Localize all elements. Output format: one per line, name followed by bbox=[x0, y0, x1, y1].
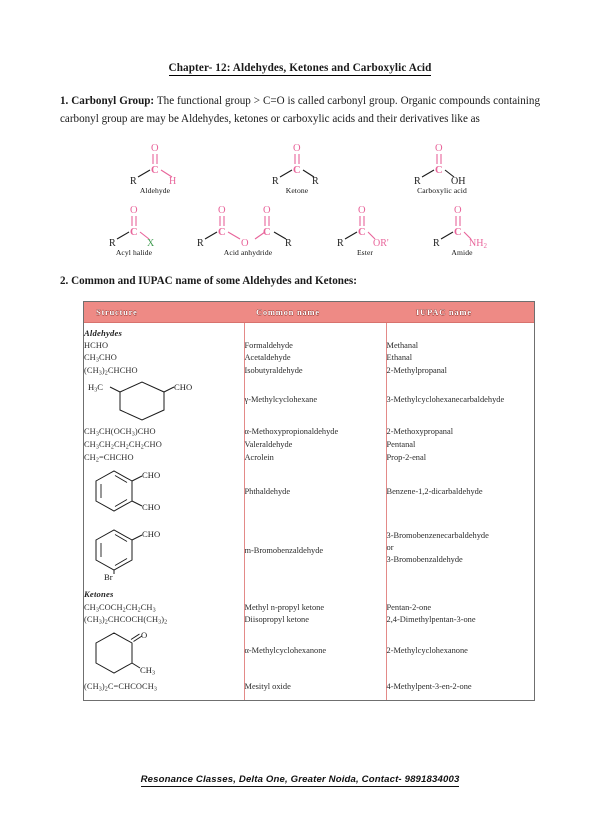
names-table-wrapper bbox=[83, 301, 535, 701]
methylcyclohexanecarbaldehyde-diagram bbox=[84, 380, 202, 422]
iupac-name: 2-Methylcyclohexanone bbox=[386, 646, 468, 656]
iupac-name: Pentanal bbox=[386, 439, 416, 449]
structure-cell bbox=[84, 365, 244, 378]
table-row bbox=[84, 465, 534, 523]
structure-cell bbox=[84, 627, 244, 681]
common-name: γ-Methylcyclohexane bbox=[244, 394, 318, 404]
anhydride-carbon-right-label: C bbox=[263, 226, 271, 238]
common-name: Valeraldehyde bbox=[244, 439, 293, 449]
structure-cell bbox=[84, 452, 244, 465]
structure-cell bbox=[84, 614, 244, 627]
aldehyde-r-label: R bbox=[130, 175, 137, 186]
column-header-structure: Structure bbox=[84, 302, 244, 323]
iupac-name: 2-Methoxypropanal bbox=[386, 426, 454, 436]
section-2-number: 2. bbox=[60, 274, 69, 287]
amide-r-label: R bbox=[433, 237, 440, 248]
iupac-name: Pentan-2-one bbox=[386, 602, 432, 612]
amide-oxygen-label: O bbox=[454, 204, 462, 216]
structure-label-methyl: H3C bbox=[88, 381, 103, 394]
structure-formula: $CH_3COCH_2CH_2CH_3$ bbox=[84, 602, 156, 613]
common-name: Diisopropyl ketone bbox=[244, 615, 309, 625]
common-name-cell bbox=[244, 352, 386, 365]
ketone-carbon-label: C bbox=[293, 164, 301, 176]
iupac-name: 3-Methylcyclohexanecarbaldehyde bbox=[386, 394, 505, 404]
iupac-name-cell bbox=[386, 452, 534, 465]
common-name-cell bbox=[244, 340, 386, 352]
iupac-name: Methanal bbox=[386, 341, 419, 351]
table-row bbox=[84, 522, 534, 584]
acyl-halide-x-label: X bbox=[147, 237, 155, 248]
ester-diagram bbox=[331, 202, 399, 248]
iupac-name: Ethanal bbox=[386, 353, 413, 363]
amide-carbon-label: C bbox=[454, 226, 462, 238]
anhydride-oxygen-right-label: O bbox=[263, 204, 271, 216]
carboxylic-acid-caption: Carboxylic acid bbox=[417, 185, 467, 195]
acyl-halide-oxygen-label: O bbox=[130, 204, 138, 216]
common-name: Mesityl oxide bbox=[244, 682, 291, 692]
iupac-name: 2-Methylpropanal bbox=[386, 365, 447, 375]
iupac-name-line-1: 3-Bromobenzenecarbaldehyde bbox=[386, 531, 489, 541]
carboxylic-r-label: R bbox=[414, 175, 421, 186]
page-title bbox=[60, 62, 540, 74]
ketone-oxygen-label: O bbox=[293, 142, 301, 154]
iupac-name-line-2: or bbox=[386, 543, 394, 553]
structure-formula: $(CH_3)_2CHCOCH(CH_3)_2$ bbox=[84, 615, 168, 626]
table-row bbox=[84, 584, 534, 601]
structure-cell bbox=[84, 378, 244, 426]
iupac-name-cell bbox=[386, 522, 534, 584]
structure-aldehyde bbox=[124, 140, 186, 195]
iupac-name-line-3: 3-Bromobenzaldehyde bbox=[386, 555, 463, 565]
structure-label-methyl: CH3 bbox=[140, 665, 155, 677]
structure-cell bbox=[84, 522, 244, 584]
ketone-left-r-label: R bbox=[272, 175, 279, 186]
common-name-cell bbox=[244, 452, 386, 465]
structure-formula: $(CH_3)_2CHCHO$ bbox=[84, 365, 138, 377]
common-name-cell bbox=[244, 681, 386, 700]
column-header-common-name: Common name bbox=[244, 302, 386, 323]
column-header-iupac-name: IUPAC name bbox=[386, 302, 534, 323]
common-name: Methyl n-propyl ketone bbox=[244, 602, 325, 612]
common-name: m-Bromobenzaldehyde bbox=[244, 546, 324, 556]
structure-cell bbox=[84, 439, 244, 452]
iupac-name-cell bbox=[386, 378, 534, 426]
carboxylic-oh-label: OH bbox=[451, 175, 466, 186]
aldehyde-oxygen-label: O bbox=[151, 142, 159, 154]
table-body bbox=[84, 322, 534, 700]
iupac-name-cell bbox=[386, 426, 534, 439]
common-name-cell bbox=[244, 378, 386, 426]
group-label-cell-ketones bbox=[84, 584, 244, 601]
structure-formula: $CH_3CH(OCH_3)CHO$ bbox=[84, 426, 156, 438]
common-name: Acrolein bbox=[244, 452, 274, 462]
section-1-paragraph bbox=[60, 93, 540, 129]
structure-acyl-halide bbox=[103, 202, 165, 257]
empty-cell bbox=[244, 584, 386, 601]
page-title-text: Chapter- 12: Aldehydes, Ketones and Carboxylic Acid bbox=[168, 62, 432, 74]
empty-cell bbox=[244, 322, 386, 340]
iupac-name-cell bbox=[386, 602, 534, 615]
structure-cell bbox=[84, 681, 244, 700]
aldehyde-caption: Aldehyde bbox=[139, 185, 171, 195]
table-header bbox=[84, 302, 534, 323]
carbonyl-structure-figures bbox=[60, 140, 540, 257]
structure-formula: $CH_3CHO$ bbox=[84, 353, 117, 364]
table-row bbox=[84, 426, 534, 439]
common-name-cell bbox=[244, 426, 386, 439]
common-name: Isobutyraldehyde bbox=[244, 365, 303, 375]
structure-label-cho: CHO bbox=[142, 529, 161, 540]
structure-ketone bbox=[266, 140, 328, 195]
structure-formula: $CH_2=CHCHO$ bbox=[84, 452, 134, 463]
common-name-cell bbox=[244, 614, 386, 627]
carboxylic-carbon-label: C bbox=[435, 164, 443, 176]
structure-label-br: Br bbox=[104, 572, 113, 581]
anhydride-right-r-label: R bbox=[285, 237, 292, 248]
ketone-right-r-label: R bbox=[312, 175, 319, 186]
table-row bbox=[84, 614, 534, 627]
phthaldehyde-diagram bbox=[84, 467, 194, 519]
group-label-cell-aldehydes bbox=[84, 322, 244, 340]
anhydride-carbon-left-label: C bbox=[218, 226, 226, 238]
structure-cell bbox=[84, 352, 244, 365]
methylcyclohexanone-diagram bbox=[84, 629, 194, 677]
group-label-aldehydes: Aldehydes bbox=[84, 327, 123, 338]
common-name-cell bbox=[244, 627, 386, 681]
ketone-diagram bbox=[266, 140, 328, 186]
structure-row-1 bbox=[60, 140, 540, 195]
group-label-ketones: Ketones bbox=[84, 589, 114, 600]
ester-oxygen-label: O bbox=[358, 204, 366, 216]
ester-r-label: R bbox=[337, 237, 344, 248]
common-name-cell bbox=[244, 365, 386, 378]
empty-cell bbox=[386, 584, 534, 601]
aldehyde-h-label: H bbox=[169, 175, 177, 186]
common-name: Phthaldehyde bbox=[244, 486, 291, 496]
iupac-name: Benzene-1,2-dicarbaldehyde bbox=[386, 486, 483, 496]
iupac-name: Prop-2-enal bbox=[386, 452, 427, 462]
aldehyde-carbon-label: C bbox=[151, 164, 159, 176]
aldehyde-diagram bbox=[124, 140, 186, 186]
common-name: α-Methylcyclohexanone bbox=[244, 646, 327, 656]
acid-anhydride-diagram bbox=[193, 202, 303, 248]
empty-cell bbox=[386, 322, 534, 340]
structure-formula: $(CH_3)_2C=CHCOCH_3$ bbox=[84, 682, 158, 693]
section-1-number: 1. bbox=[60, 95, 69, 107]
structure-label-cho-bottom: CHO bbox=[142, 501, 161, 512]
structure-formula: HCHO bbox=[84, 341, 109, 351]
table-row bbox=[84, 340, 534, 352]
table-header-row bbox=[84, 302, 534, 323]
iupac-name-cell bbox=[386, 614, 534, 627]
structure-cell bbox=[84, 602, 244, 615]
structure-cell bbox=[84, 465, 244, 523]
common-name-cell bbox=[244, 522, 386, 584]
amide-diagram bbox=[427, 202, 497, 248]
iupac-name-cell bbox=[386, 681, 534, 700]
table-row bbox=[84, 627, 534, 681]
common-name-cell bbox=[244, 439, 386, 452]
acyl-halide-caption: Acyl halide bbox=[115, 247, 153, 257]
common-name-cell bbox=[244, 465, 386, 523]
common-name: α-Methoxypropionaldehyde bbox=[244, 426, 339, 436]
structure-acid-anhydride bbox=[193, 202, 303, 257]
table-row bbox=[84, 365, 534, 378]
table-row bbox=[84, 452, 534, 465]
acyl-halide-diagram bbox=[103, 202, 165, 248]
iupac-name-cell bbox=[386, 340, 534, 352]
document-page bbox=[0, 62, 600, 838]
ester-or-label: OR' bbox=[373, 237, 389, 248]
table-row bbox=[84, 378, 534, 426]
anhydride-left-r-label: R bbox=[197, 237, 204, 248]
ester-caption: Ester bbox=[356, 247, 374, 257]
acyl-halide-carbon-label: C bbox=[130, 226, 138, 238]
structure-label-oxygen: O bbox=[141, 630, 148, 641]
structure-label-cho-top: CHO bbox=[142, 469, 161, 480]
iupac-name: 2,4-Dimethylpentan-3-one bbox=[386, 615, 476, 625]
amide-caption: Amide bbox=[451, 247, 473, 257]
table-row bbox=[84, 352, 534, 365]
structure-formula: $CH_3CH_2CH_2CH_2CHO$ bbox=[84, 439, 162, 451]
carboxylic-oxygen-label: O bbox=[435, 142, 443, 154]
structure-ester bbox=[331, 202, 399, 257]
anhydride-oxygen-left-label: O bbox=[218, 204, 226, 216]
amide-nh2-label: $NH_2$ bbox=[469, 237, 487, 248]
acyl-halide-r-label: R bbox=[109, 237, 116, 248]
anhydride-bridge-oxygen-label: O bbox=[241, 237, 249, 248]
structure-amide bbox=[427, 202, 497, 257]
ester-carbon-label: C bbox=[358, 226, 366, 238]
iupac-name-cell bbox=[386, 465, 534, 523]
ketone-caption: Ketone bbox=[285, 185, 309, 195]
acid-anhydride-caption: Acid anhydride bbox=[223, 247, 273, 257]
footer-text: Resonance Classes, Delta One, Greater Noida, Contact- 9891834003 bbox=[140, 774, 460, 785]
iupac-name-cell bbox=[386, 439, 534, 452]
table-row bbox=[84, 322, 534, 340]
section-2-heading bbox=[60, 275, 540, 287]
section-1-body: The functional group > C=O is called carbonyl group. Organic compounds containing carbonyl group are may be Aldehydes, ketones or carboxylic acids and their derivatives like as bbox=[60, 95, 540, 125]
section-1-heading: Carbonyl Group: bbox=[71, 95, 155, 107]
structure-cell bbox=[84, 426, 244, 439]
structure-carboxylic-acid bbox=[408, 140, 476, 195]
common-name: Formaldehyde bbox=[244, 341, 293, 351]
common-name-cell bbox=[244, 602, 386, 615]
bromobenzaldehyde-diagram bbox=[84, 524, 194, 580]
table-row bbox=[84, 681, 534, 700]
names-table bbox=[84, 302, 534, 700]
section-2-heading-text: Common and IUPAC name of some Aldehydes and Ketones: bbox=[71, 274, 357, 287]
iupac-name-cell bbox=[386, 627, 534, 681]
iupac-name-cell bbox=[386, 365, 534, 378]
common-name: Acetaldehyde bbox=[244, 353, 291, 363]
table-row bbox=[84, 602, 534, 615]
iupac-name-cell bbox=[386, 352, 534, 365]
structure-cell bbox=[84, 340, 244, 352]
structure-row-2 bbox=[60, 202, 540, 257]
structure-label-cho: CHO bbox=[174, 381, 193, 392]
table-row bbox=[84, 439, 534, 452]
iupac-name: 4-Methylpent-3-en-2-one bbox=[386, 682, 472, 692]
carboxylic-acid-diagram bbox=[408, 140, 476, 186]
